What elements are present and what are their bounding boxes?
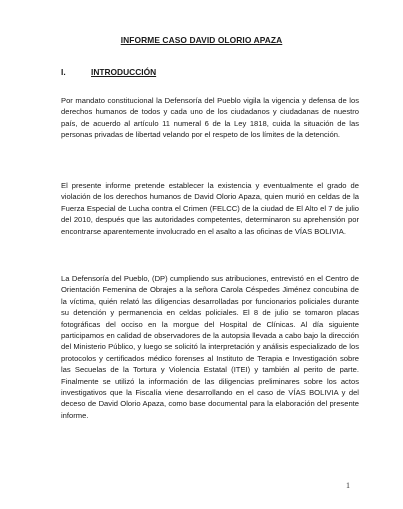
paragraph-actions: La Defensoría del Pueblo, (DP) cumpliendo sus atribuciones, entrevistó en el Centro de Orientación Femenina de Obrajes a la señora Carola Céspedes Jiménez concubina de la víctima, quién relató las diligencias desarrolladas por funcionarios policiales durante su detención y permanencia en celdas policiales. El 8 de julio se tomaron placas fotográficas del occiso en la morgue del Hospital de Clínicas. Al día siguiente participamos en calidad de observadores de la autopsia llevada a cabo bajo la dirección del Ministerio Público, y luego se solicitó la interpretación y análisis especializado de los protocolos y certificados médico forenses al Instituto de Terapia e Investigación sobre las Secuelas de la Tortura y Violencia Estatal (ITEI) y también al perito de parte. Finalmente se utilizó la información de las diligencias preliminares sobre los actos investigativos que la Fiscalía viene desarrollando en el caso de VÍAS BOLIVIA y del deceso de David Olorio Apaza, como base documental para la elaboración del presente informe. — [61, 274, 359, 420]
section-number: I. — [61, 67, 66, 77]
document-title: INFORME CASO DAVID OLORIO APAZA — [120, 35, 283, 45]
page-number: 1 — [346, 481, 350, 490]
paragraph-mandate: Por mandato constitucional la Defensoría del Pueblo vigila la vigencia y defensa de los derechos humanos de todos y cada uno de los ciudadanos y ciudadanas de nuestro país, de acuerdo al artículo 11 numeral 6 de la Ley 1818, cuida la situación de las personas privadas de libertad velando por el respeto de los límites de la detención. — [61, 96, 359, 140]
section-title: INTRODUCCIÓN — [91, 67, 157, 77]
section-heading — [61, 67, 156, 77]
paragraph-purpose: El presente informe pretende establecer la existencia y eventualmente el grado de violación de los derechos humanos de David Olorio Apaza, quien murió en celdas de la Fuerza Especial de Lucha contra el Crimen (FELCC) de la ciudad de El Alto el 7 de julio del 2010, después que las autoridades competentes, determinaron su aprehensión por encontrarse aparentemente involucrado en el asalto a las oficinas de VÍAS BOLIVIA. — [61, 181, 359, 236]
